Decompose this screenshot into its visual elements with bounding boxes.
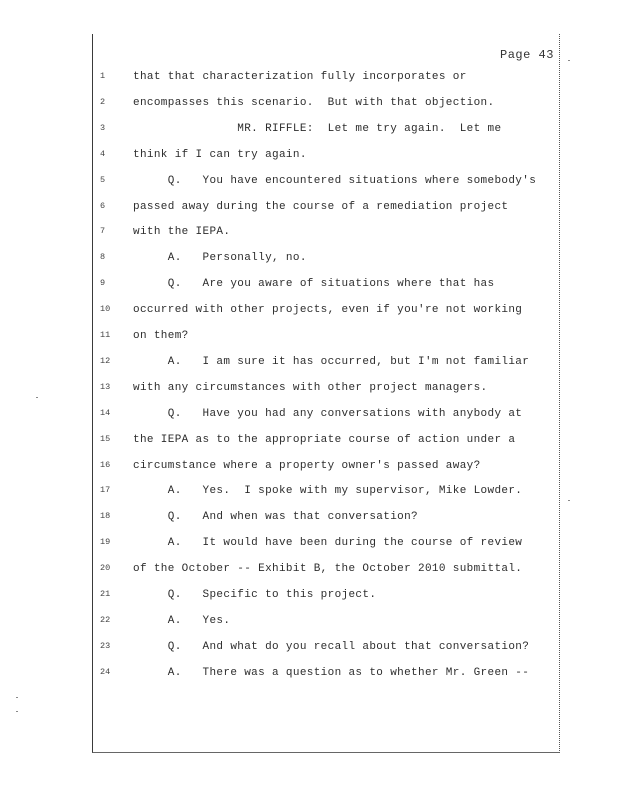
line-number: 16 [100, 459, 111, 470]
line-text: with the IEPA. [133, 226, 231, 239]
line-text: Q. And when was that conversation? [133, 511, 418, 524]
line-number: 14 [100, 407, 111, 418]
line-text: Q. Have you had any conversations with anybody at [133, 407, 523, 420]
line-text: A. There was a question as to whether Mr. Green -- [133, 666, 530, 679]
transcript-line [0, 641, 618, 659]
line-text: think if I can try again. [133, 148, 307, 161]
transcript-line [0, 460, 618, 478]
line-text: Q. Are you aware of situations where that has [133, 278, 495, 291]
transcript-line [0, 97, 618, 115]
line-number: 12 [100, 355, 111, 366]
transcript-line [0, 382, 618, 400]
line-number: 11 [100, 330, 111, 340]
transcript-line [0, 485, 618, 503]
line-number: 7 [100, 226, 106, 237]
scan-speck [16, 711, 18, 712]
scan-speck [16, 697, 18, 698]
line-text: A. Yes. [133, 614, 231, 627]
line-text: the IEPA as to the appropriate course of action under a [133, 433, 516, 446]
line-number: 20 [100, 563, 111, 574]
line-number: 9 [100, 278, 106, 289]
line-number: 23 [100, 640, 111, 651]
transcript-line [0, 175, 618, 193]
transcript-line [0, 408, 618, 426]
line-number: 1 [100, 71, 106, 81]
line-text: occurred with other projects, even if you're not working [133, 304, 523, 317]
transcript-line [0, 278, 618, 296]
line-text: A. Personally, no. [133, 252, 307, 265]
transcript-line [0, 252, 618, 270]
line-text: A. Yes. I spoke with my supervisor, Mike Lowder. [133, 485, 523, 498]
line-number: 21 [100, 589, 111, 599]
transcript-line [0, 304, 618, 322]
line-number: 3 [100, 122, 106, 133]
scan-speck [36, 397, 38, 398]
transcript-line [0, 226, 618, 244]
transcript-line [0, 123, 618, 141]
line-number: 13 [100, 381, 111, 392]
transcript-line [0, 537, 618, 555]
line-number: 4 [100, 148, 106, 159]
transcript-line [0, 667, 618, 685]
transcript-line [0, 356, 618, 374]
line-text: on them? [133, 330, 189, 342]
transcript-line [0, 149, 618, 167]
scan-speck [568, 500, 570, 501]
line-number: 17 [100, 485, 111, 496]
line-number: 19 [100, 537, 111, 548]
line-number: 24 [100, 666, 111, 677]
line-number: 6 [100, 200, 106, 211]
line-text: encompasses this scenario. But with that objection. [133, 96, 495, 109]
line-number: 8 [100, 252, 106, 263]
line-number: 15 [100, 433, 111, 444]
line-number: 2 [100, 96, 106, 107]
line-text: A. It would have been during the course of review [133, 537, 523, 550]
transcript-line [0, 615, 618, 633]
transcript-line [0, 330, 618, 348]
line-number: 18 [100, 511, 111, 522]
line-number: 22 [100, 614, 111, 625]
line-text: Q. You have encountered situations where somebody's [133, 174, 537, 187]
line-text: MR. RIFFLE: Let me try again. Let me [133, 122, 502, 135]
scan-speck [568, 60, 570, 61]
transcript-line [0, 434, 618, 452]
line-text: passed away during the course of a remediation project [133, 200, 509, 213]
transcript-line [0, 589, 618, 607]
line-text: circumstance where a property owner's passed away? [133, 459, 481, 472]
page-number: Page 43 [500, 48, 554, 62]
line-text: Q. Specific to this project. [133, 589, 377, 601]
line-text: Q. And what do you recall about that conversation? [133, 640, 530, 653]
transcript-line [0, 563, 618, 581]
line-text: that that characterization fully incorporates or [133, 71, 467, 83]
line-text: of the October -- Exhibit B, the October 2010 submittal. [133, 563, 523, 576]
line-text: A. I am sure it has occurred, but I'm not familiar [133, 355, 530, 368]
transcript-line [0, 201, 618, 219]
line-number: 5 [100, 174, 106, 185]
transcript-line [0, 71, 618, 89]
line-text: with any circumstances with other project managers. [133, 381, 488, 394]
line-number: 10 [100, 304, 111, 315]
transcript-line [0, 511, 618, 529]
